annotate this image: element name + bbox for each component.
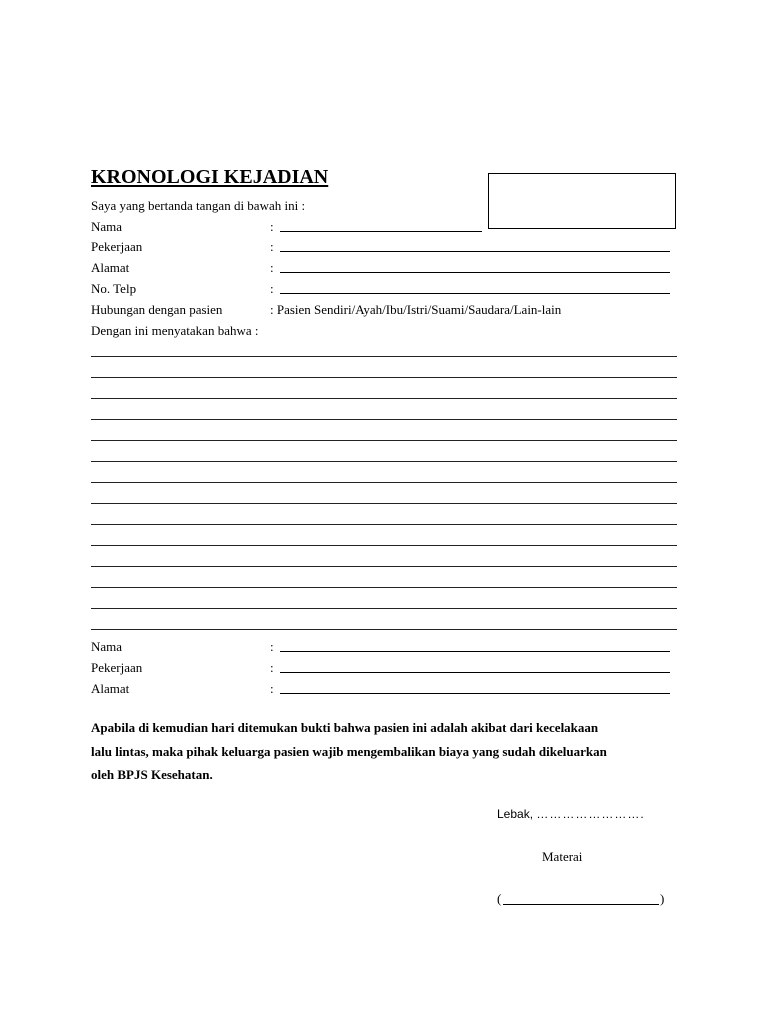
statement-line[interactable] bbox=[91, 377, 677, 378]
field-colon: : bbox=[270, 639, 274, 654]
statement-line[interactable] bbox=[91, 587, 677, 588]
disclaimer-line-2: lalu lintas, maka pihak keluarga pasien wajib mengembalikan biaya yang sudah dikeluarkan bbox=[91, 744, 607, 759]
field-colon: : bbox=[270, 260, 274, 275]
field-label-alamat: Alamat bbox=[91, 260, 130, 275]
field-label-pekerjaan: Pekerjaan bbox=[91, 239, 143, 254]
statement-line[interactable] bbox=[91, 524, 677, 525]
field-colon: : bbox=[270, 239, 274, 254]
pekerjaan-2-input-line[interactable] bbox=[280, 672, 670, 673]
page-title: KRONOLOGI KEJADIAN bbox=[91, 166, 329, 188]
field-label-pekerjaan-2: Pekerjaan bbox=[91, 660, 143, 675]
place-label: Lebak, bbox=[497, 807, 534, 821]
field-label-hubungan: Hubungan dengan pasien bbox=[91, 302, 223, 317]
statement-line[interactable] bbox=[91, 566, 677, 567]
disclaimer-line-1: Apabila di kemudian hari ditemukan bukti bahwa pasien ini adalah akibat dari kecelakaan bbox=[91, 720, 599, 735]
statement-line[interactable] bbox=[91, 503, 677, 504]
alamat-input-line[interactable] bbox=[280, 272, 670, 273]
statement-line[interactable] bbox=[91, 440, 677, 441]
field-label-no-telp: No. Telp bbox=[91, 281, 137, 296]
nama-input-line[interactable] bbox=[280, 231, 482, 232]
field-label-nama: Nama bbox=[91, 219, 123, 234]
date-field[interactable]: ……………………. bbox=[536, 807, 645, 821]
pekerjaan-input-line[interactable] bbox=[280, 251, 670, 252]
statement-line[interactable] bbox=[91, 398, 677, 399]
statement-line[interactable] bbox=[91, 629, 677, 630]
signature-name-close: ) bbox=[660, 891, 665, 906]
photo-box bbox=[488, 173, 676, 229]
field-label-alamat-2: Alamat bbox=[91, 681, 130, 696]
statement-line[interactable] bbox=[91, 461, 677, 462]
signature-place bbox=[497, 807, 645, 821]
statement-line[interactable] bbox=[91, 356, 677, 357]
statement-line[interactable] bbox=[91, 482, 677, 483]
statement-label: Dengan ini menyatakan bahwa : bbox=[91, 323, 259, 338]
no-telp-input-line[interactable] bbox=[280, 293, 670, 294]
statement-line[interactable] bbox=[91, 419, 677, 420]
intro-text: Saya yang bertanda tangan di bawah ini : bbox=[91, 198, 306, 213]
disclaimer-line-3: oleh BPJS Kesehatan. bbox=[91, 767, 213, 782]
signature-name-open: ( bbox=[497, 891, 502, 906]
nama-2-input-line[interactable] bbox=[280, 651, 670, 652]
hubungan-options[interactable]: : Pasien Sendiri/Ayah/Ibu/Istri/Suami/Saudara/Lain-lain bbox=[270, 302, 562, 317]
statement-line[interactable] bbox=[91, 545, 677, 546]
stamp-label: Materai bbox=[542, 849, 583, 864]
statement-line[interactable] bbox=[91, 608, 677, 609]
field-label-nama-2: Nama bbox=[91, 639, 123, 654]
field-colon: : bbox=[270, 660, 274, 675]
field-colon: : bbox=[270, 681, 274, 696]
field-colon: : bbox=[270, 281, 274, 296]
signature-name-line[interactable] bbox=[503, 904, 659, 905]
field-colon: : bbox=[270, 219, 274, 234]
alamat-2-input-line[interactable] bbox=[280, 693, 670, 694]
